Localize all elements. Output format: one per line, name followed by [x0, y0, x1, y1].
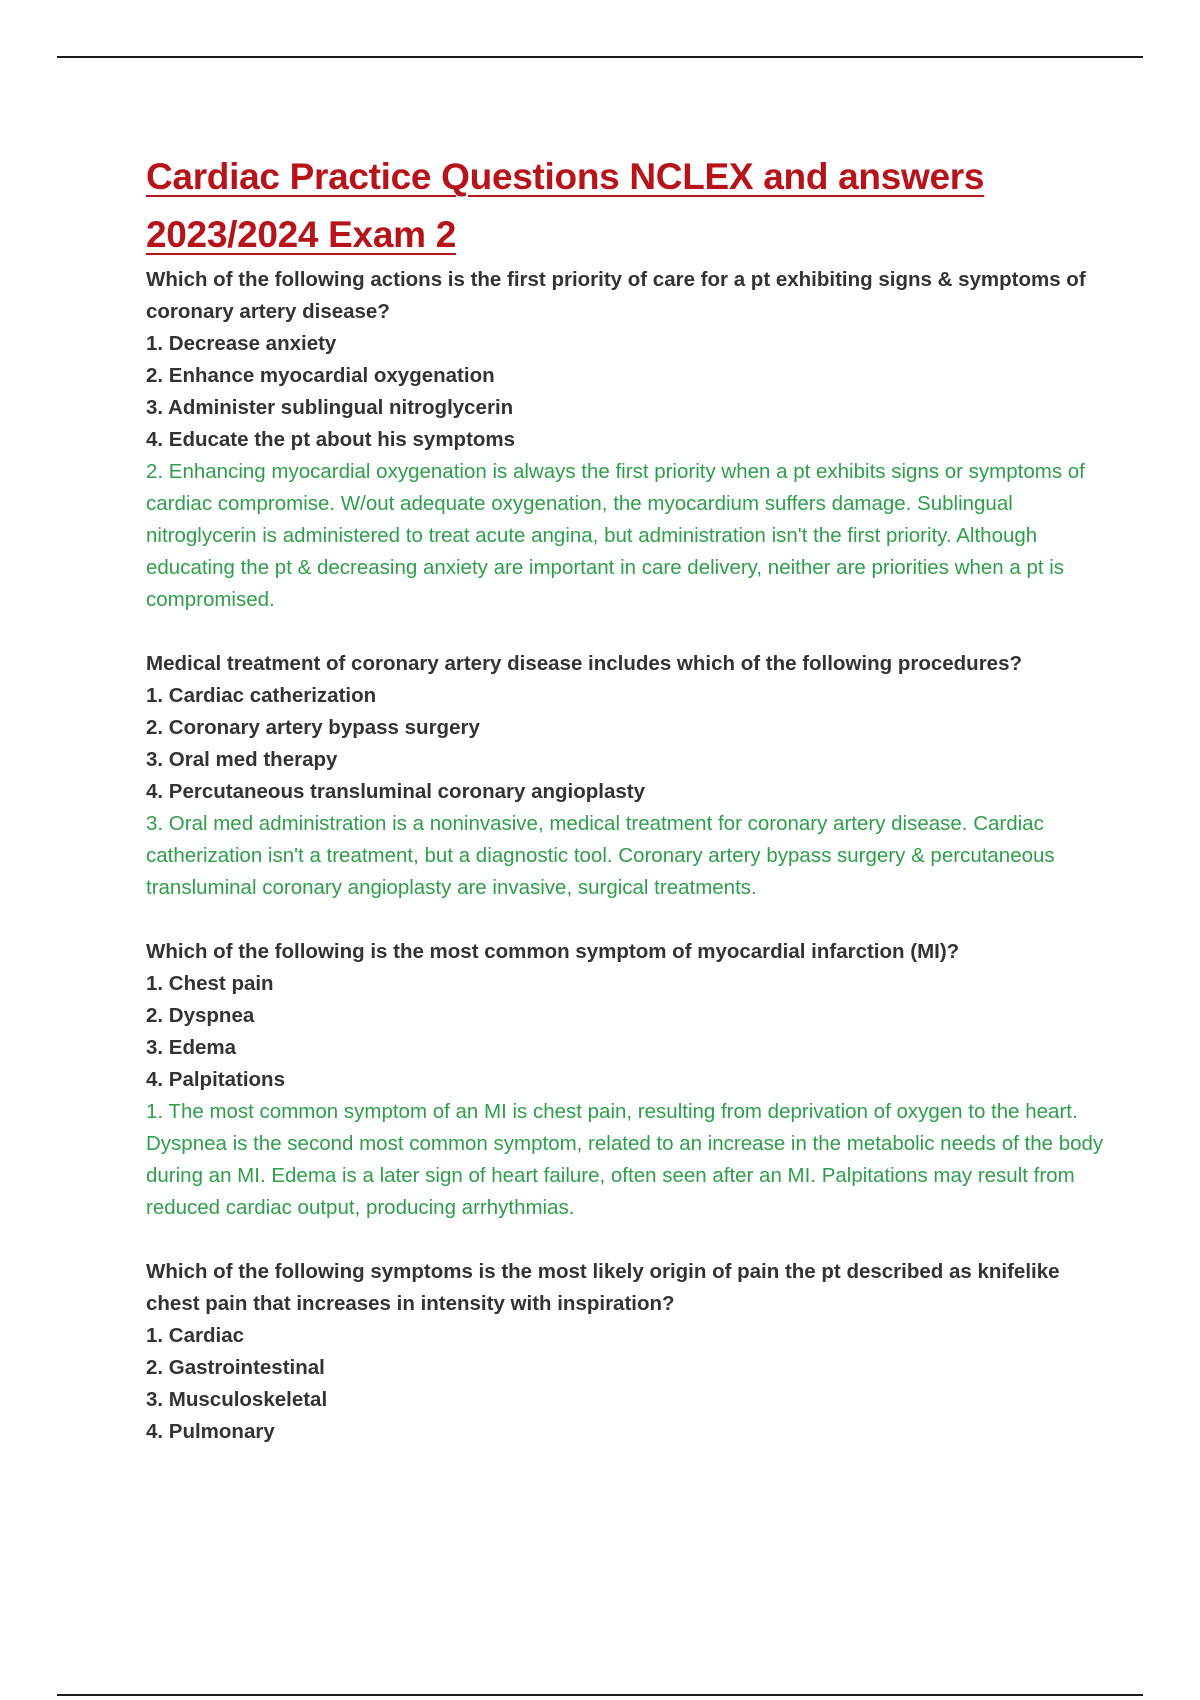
- answer-option: 1. Decrease anxiety: [146, 332, 337, 355]
- question-block-2: [146, 648, 1106, 904]
- bottom-rule: [57, 1694, 1143, 1696]
- question-text: Which of the following symptoms is the most likely origin of pain the pt described as knifelike chest pain that increases in intensity with inspiration?: [146, 1260, 1060, 1315]
- question-text: Which of the following is the most common symptom of myocardial infarction (MI)?: [146, 940, 960, 963]
- document-body: [146, 148, 1106, 1448]
- answer-rationale: 3. Oral med administration is a noninvasive, medical treatment for coronary artery disease. Cardiac catherization isn't a treatment, but a diagnostic tool. Coronary artery bypass surgery & percutaneous transluminal coronary angioplasty are invasive, surgical treatments.: [146, 812, 1055, 899]
- title-line-2: 2023/2024 Exam 2: [146, 214, 456, 255]
- document-title: [146, 148, 1106, 264]
- answer-option: 3. Musculoskeletal: [146, 1388, 328, 1411]
- answer-option: 1. Chest pain: [146, 972, 274, 995]
- answer-option: 3. Administer sublingual nitroglycerin: [146, 396, 514, 419]
- answer-option: 2. Gastrointestinal: [146, 1356, 325, 1379]
- answer-option: 4. Pulmonary: [146, 1420, 275, 1443]
- answer-rationale: 2. Enhancing myocardial oxygenation is always the first priority when a pt exhibits signs or symptoms of cardiac compromise. W/out adequate oxygenation, the myocardium suffers damage. Sublingual nitroglycerin is administered to treat acute angina, but administration isn't the first priority. Although educating the pt & decreasing anxiety are important in care delivery, neither are priorities when a pt is compromised.: [146, 460, 1085, 611]
- question-text: Medical treatment of coronary artery disease includes which of the following procedures?: [146, 652, 1023, 675]
- answer-option: 3. Oral med therapy: [146, 748, 338, 771]
- answer-option: 4. Educate the pt about his symptoms: [146, 428, 516, 451]
- top-rule: [57, 56, 1143, 58]
- question-text: Which of the following actions is the first priority of care for a pt exhibiting signs & symptoms of coronary artery disease?: [146, 268, 1086, 323]
- answer-option: 1. Cardiac catherization: [146, 684, 377, 707]
- answer-option: 2. Dyspnea: [146, 1004, 255, 1027]
- answer-option: 2. Enhance myocardial oxygenation: [146, 364, 495, 387]
- title-line-1: Cardiac Practice Questions NCLEX and answers: [146, 156, 985, 197]
- question-block-4: [146, 1256, 1106, 1448]
- answer-option: 2. Coronary artery bypass surgery: [146, 716, 480, 739]
- question-block-1: [146, 264, 1106, 616]
- answer-option: 3. Edema: [146, 1036, 237, 1059]
- answer-option: 4. Percutaneous transluminal coronary angioplasty: [146, 780, 645, 803]
- answer-rationale: 1. The most common symptom of an MI is chest pain, resulting from deprivation of oxygen to the heart. Dyspnea is the second most common symptom, related to an increase in the metabolic needs of the body during an MI. Edema is a later sign of heart failure, often seen after an MI. Palpitations may result from reduced cardiac output, producing arrhythmias.: [146, 1100, 1104, 1219]
- answer-option: 4. Palpitations: [146, 1068, 285, 1091]
- answer-option: 1. Cardiac: [146, 1324, 244, 1347]
- question-block-3: [146, 936, 1106, 1224]
